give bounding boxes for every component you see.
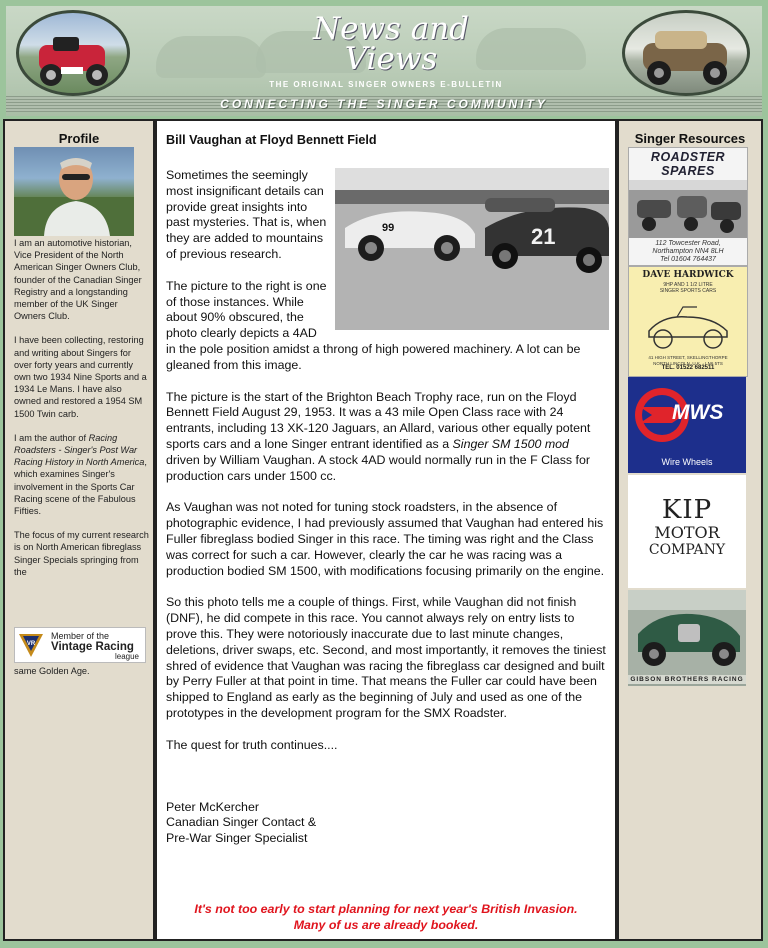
kip-motor-company-ad[interactable] (628, 475, 746, 588)
dave-hardwick-ad[interactable] (628, 266, 748, 377)
car-number-21: 21 (531, 224, 556, 249)
mws-caption: Wire Wheels (661, 457, 713, 467)
profile-heading: Profile (58, 131, 100, 146)
article-paragraph: The quest for truth continues.... (166, 737, 338, 752)
background-car-image (476, 28, 586, 70)
closing-line: It's not too early to start planning for next year's British Invasion. (194, 902, 578, 916)
article-title: Bill Vaughan at Floyd Bennett Field (166, 133, 377, 147)
profile-bio (14, 237, 149, 590)
article-paragraph (166, 390, 606, 485)
signature-title: Pre-War Singer Specialist (166, 831, 308, 846)
signature-name: Peter McKercher (166, 799, 259, 814)
hardwick-phone: TEL. 01522 682511 (661, 365, 715, 371)
background-car-image (156, 36, 266, 78)
profile-bio-paragraph: I am an automotive historian, Vice President of the North American Singer Owners Club, founder of the Canadian Singer Registry and a longstanding member of the UK Singer Owners Club. (14, 238, 142, 322)
roadster-spares-address (629, 240, 747, 264)
resources-sidebar (617, 119, 763, 941)
profile-bio-paragraph: I have been collecting, restoring and writing about Singers for over forty years and currently own two 1934 Nine Sports and a 1934 Le Mans. I have also owned and restored a 1954 SM 1500 Twin carb. (14, 335, 147, 419)
closing-announcement (157, 901, 615, 933)
profile-bio-paragraph (14, 432, 149, 517)
address-line: Tel 01604 764437 (660, 256, 716, 263)
mws-wire-wheels-ad[interactable] (628, 377, 746, 473)
article-paragraph: The picture to the right is one of those instances. While about 90% obscured, the photo clearly depicts a 4AD in the pole position amidst a throng of high powered machinery. A lot can be gleaned from this image. (166, 278, 581, 372)
car-number-99: 99 (382, 222, 395, 234)
roadster-spares-title (629, 150, 747, 178)
parts-car-image (629, 180, 747, 238)
bio-text: I am the author of (14, 432, 89, 443)
address-line: NORTH LINCOLN, U.K. · LN6 5TS (653, 360, 723, 366)
author-signature (166, 800, 606, 847)
profile-sidebar (3, 119, 155, 941)
badge-small-text: Member of the (51, 631, 110, 641)
article-paragraph: As Vaughan was not noted for tuning stock roadsters, in the absence of photographic evidence, I had previously assumed that Vaughan had entered his Fuller fibreglass bodied Singer in this race. The timing was right and the Class was correct for such a car. However, clearly the car he was racing was a production bodied SM 1500, with modifications focusing primarily on the engine. (166, 500, 605, 578)
tagline-bar (6, 96, 762, 112)
header-car-photo-right (622, 10, 750, 96)
badge-league-text: league (114, 652, 139, 661)
article-paragraph: Sometimes the seemingly most insignificant details can provide great insights into past mysteries. That is, when they are added to mountains of previous research. (166, 168, 327, 261)
kip-logo (628, 497, 746, 559)
closing-line: Many of us are already booked. (293, 918, 479, 932)
roadster-spares-ad[interactable] (628, 147, 748, 266)
subtitle-line: SINGER SPORTS CARS (659, 288, 717, 294)
site-title: News and Views (312, 11, 470, 77)
mws-logo-text: MWS (672, 401, 724, 424)
badge-title: Vintage Racing (51, 641, 134, 653)
hardwick-subtitle (629, 282, 747, 294)
kip-line: MOTOR (654, 523, 720, 542)
article-text: driven by William Vaughan. A stock 4AD would normally run in the F Class for production cars under 1500 cc. (166, 452, 590, 483)
vintage-racing-league-badge[interactable] (14, 627, 146, 663)
vintage-racing-shield-icon (18, 632, 44, 658)
kip-line: KIP (661, 495, 713, 525)
address-line: 112 Towcester Road, (655, 240, 721, 247)
bio-text: , which examines Singer's involvement in the Sports Car Racing scene of the Fabulous Fifties. (14, 457, 147, 517)
address-line: 41 HIGH STREET, SKELLINGTHORPE (648, 355, 728, 360)
article-text: The picture is the start of the Brighton Beach Trophy race, run on the Floyd Bennett Field August 29, 1953. It was a 43 mile Open Class race with 24 entrants, including 13 XK-120 Jaguars, an Allard, various other equally potent sports cars and a lone Singer entrant identified as a (166, 389, 591, 451)
gibson-caption: GIBSON BROTHERS RACING (628, 675, 746, 684)
entry-name: Singer SM 1500 mod (452, 436, 569, 451)
hardwick-title: DAVE HARDWICK (642, 270, 734, 280)
profile-bio-paragraph: The focus of my current research is on North American fibreglass Singer Specials springing from the (14, 530, 149, 577)
title-line: ROADSTER (650, 150, 726, 164)
svg-text:VR: VR (26, 641, 36, 647)
article-column (155, 119, 617, 941)
resources-heading: Singer Resources (634, 131, 746, 146)
profile-bio-tail: same Golden Age. (14, 666, 90, 676)
title-line: SPARES (661, 164, 715, 178)
gibson-brothers-racing-ad[interactable] (628, 590, 746, 686)
address-line: Northampton NN4 8LH (652, 248, 724, 255)
racing-car-photo (628, 590, 746, 676)
race-photo (335, 168, 609, 330)
author-photo (14, 147, 134, 236)
article-body (166, 168, 606, 863)
subtitle-line: 9HP AND 1 1/2 LITRE (663, 282, 713, 288)
book-title: Racing Roadsters - Singer's Post War Racing History in North America (14, 432, 145, 468)
header-car-photo-left (16, 10, 130, 96)
signature-title: Canadian Singer Contact & (166, 815, 317, 830)
sports-car-drawing (643, 297, 733, 353)
site-subtitle: THE ORIGINAL SINGER OWNERS E-BULLETIN (269, 80, 503, 89)
kip-line: COMPANY (648, 542, 726, 558)
article-paragraph: So this photo tells me a couple of things. First, while Vaughan did not finish (DNF), he did compete in this race. You cannot always rely on entry lists to prove this. They were notoriously inaccurate due to last minute changes, deletions, driver swaps, etc. Second, and most importantly, it removes the tiniest shred of evidence that Vaughan was racing the fibreglass car designed and built by Perry Fuller at that point in time. That means the Fuller car could have been shipped to England as early as the beginning of July and used as one of the prototypes in the development program for the SMX Roadster. (166, 595, 606, 720)
site-tagline: CONNECTING THE SINGER COMMUNITY (220, 97, 548, 111)
